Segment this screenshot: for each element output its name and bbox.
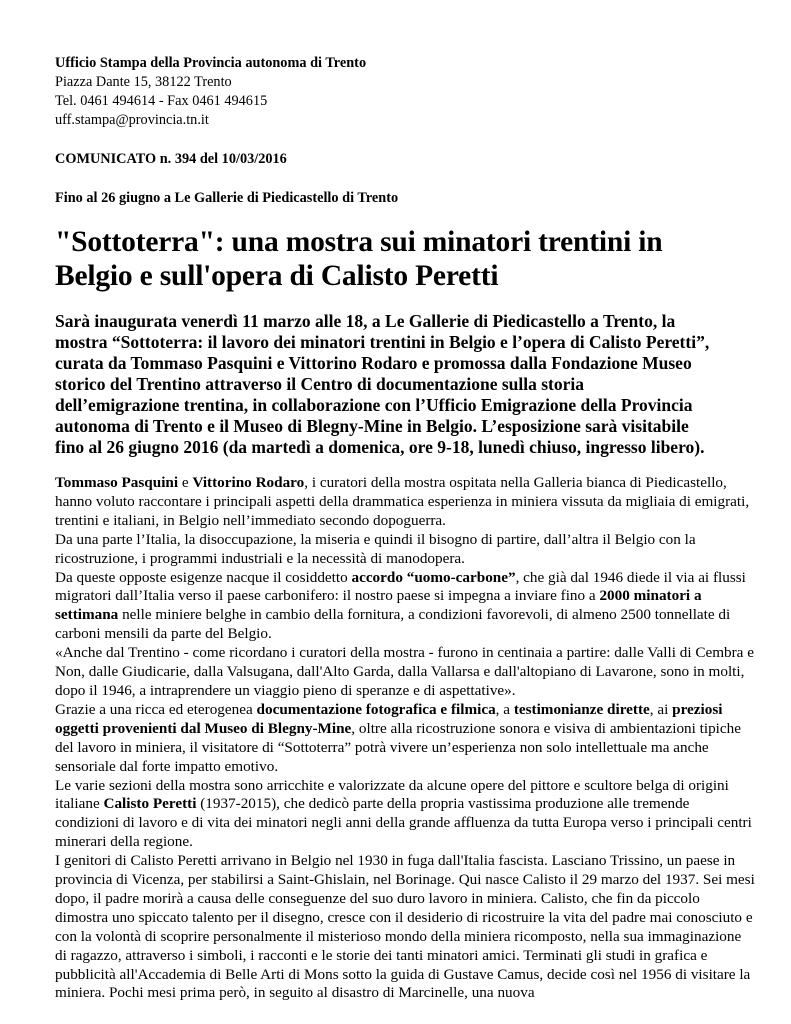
- body-text: , a: [495, 700, 514, 718]
- article-body: [55, 474, 755, 1003]
- body-paragraph: I genitori di Calisto Peretti arrivano in Belgio nel 1930 in fuga dall'Italia fascista. Lasciano Trissino, un paese in provincia di Vicenza, per stabilirsi a Saint-Ghislain, nel Borinage. Qui nasce Calisto il 29 marzo del 1937. Sei mesi dopo, il padre morirà a causa delle conseguenze del suo duro lavoro in miniera. Calisto, che fin da piccolo dimostra uno spiccato talento per il disegno, cresce con il desiderio di ricostruire la vita del padre mai conosciuto e con la volontà di scoprire personalmente il misterioso mondo della miniera ricomposto, nella sua immaginazione di ragazzo, attraverso i simboli, i racconti e le storie dei tanti minatori amici. Terminati gli studi in grafica e pubblicità all'Accademia di Belle Arti di Mons sotto la guida di Gustave Camus, decide così nel 1956 di visitare la miniera. Pochi mesi prima però, in seguito al disastro di Marcinelle, una nuova: [55, 852, 755, 1002]
- artist-name: Calisto Peretti: [103, 795, 197, 813]
- highlight-text: 2000 minatori a settimana: [55, 587, 702, 624]
- communique-number: COMUNICATO n. 394 del 10/03/2016: [55, 151, 287, 167]
- body-text: , ai: [649, 700, 673, 718]
- highlight-text: testimonianze dirette: [513, 700, 650, 718]
- body-paragraph: [55, 569, 755, 645]
- lead-line: storico del Trentino attraverso il Centro di documentazione sulla storia: [55, 374, 585, 394]
- office-address: Piazza Dante 15, 38122 Trento: [55, 74, 232, 90]
- body-paragraph: [55, 701, 755, 777]
- office-name: Ufficio Stampa della Provincia autonoma di Trento: [55, 55, 367, 71]
- curator-name: Vittorino Rodaro: [192, 474, 305, 491]
- lead-line: Sarà inaugurata venerdì 11 marzo alle 18, a Le Gallerie di Piedicastello a Trento, la: [55, 311, 676, 331]
- office-email: uff.stampa@provincia.tn.it: [55, 112, 209, 128]
- highlight-text: preziosi oggetti provenienti dal Museo di Blegny-Mine: [55, 700, 723, 737]
- title-line-2: Belgio e sull'opera di Calisto Peretti: [55, 260, 499, 292]
- lead-line: fino al 26 giugno 2016 (da martedì a domenica, ore 9-18, lunedì chiuso, ingresso libero).: [55, 437, 705, 457]
- lead-line: curata da Tommaso Pasquini e Vittorino Rodaro e promossa dalla Fondazione Museo: [55, 353, 692, 373]
- lead-paragraph: [55, 311, 755, 458]
- body-text: Da queste opposte esigenze nacque il cosiddetto: [55, 568, 352, 586]
- body-text: , i curatori della mostra ospitata nella Galleria bianca di Piedicastello, hanno voluto raccontare i principali aspetti della drammatica esperienza in miniera vissuta da migliaia di emigrati, trentini e italiani, in Belgio nell’immediato secondo dopoguerra.: [55, 474, 750, 529]
- office-phone: Tel. 0461 494614 - Fax 0461 494615: [55, 93, 268, 109]
- body-text: e: [178, 474, 193, 491]
- body-text: Grazie a una ricca ed eterogenea: [55, 700, 257, 718]
- lead-line: dell’emigrazione trentina, in collaborazione con l’Ufficio Emigrazione della Provincia: [55, 395, 693, 415]
- title-line-1: "Sottoterra": una mostra sui minatori trentini in: [55, 226, 663, 258]
- body-paragraph: [55, 777, 755, 853]
- press-release-page: [55, 54, 755, 1003]
- highlight-text: accordo “uomo-carbone”: [351, 568, 516, 586]
- body-paragraph: Da una parte l’Italia, la disoccupazione, la miseria e quindi il bisogno di partire, dall’altra il Belgio con la ricostruzione, i programmi industriali e la necessità di manodopera.: [55, 530, 696, 567]
- body-text: , che già dal 1946 diede il via ai flussi migratori dall’Italia verso il paese carbonifero: il nostro paese si impegna a inviare fino a: [55, 568, 746, 605]
- body-text: Le varie sezioni della mostra sono arricchite e valorizzate da alcune opere del pittore e scultore belga di origini italiane: [55, 776, 729, 813]
- body-paragraph: [55, 474, 755, 531]
- curator-name: Tommaso Pasquini: [55, 474, 179, 491]
- highlight-text: documentazione fotografica e filmica: [256, 700, 496, 718]
- body-text: (1937-2015), che dedicò parte della propria vastissima produzione alle tremende condizioni di lavoro e di vita dei minatori negli anni della grande affluenza da tutta Europa verso i principali centri minerari della regione.: [55, 795, 752, 851]
- body-paragraph: «Anche dal Trentino - come ricordano i curatori della mostra - furono in centinaia a partire: dalle Valli di Cembra e Non, dalle Giudicarie, dalla Valsugana, dall'Alto Garda, dalla Vallarsa e dall'altopiano di Lavarone, sono in molti, dopo il 1946, a intraprendere un viaggio pieno di speranze e di aspettative».: [55, 644, 754, 699]
- subtitle: Fino al 26 giugno a Le Gallerie di Piedicastello di Trento: [55, 190, 399, 206]
- body-text: nelle miniere belghe in cambio della fornitura, a condizioni favorevoli, di almeno 2500 tonnellate di carboni mensili da parte del Belgio.: [55, 606, 731, 643]
- office-header: [55, 54, 745, 130]
- body-text: , oltre alla ricostruzione sonora e visiva di ambientazioni tipiche del lavoro in miniera, il visitatore di “Sottoterra” potrà vivere un’esperienza non solo intellettuale ma anche sensoriale dal forte impatto emotivo.: [55, 719, 741, 775]
- lead-line: mostra “Sottoterra: il lavoro dei minatori trentini in Belgio e l’opera di Calisto Peretti”,: [55, 332, 710, 352]
- lead-line: autonoma di Trento e il Museo di Blegny-Mine in Belgio. L’esposizione sarà visitabile: [55, 416, 689, 436]
- page-title: [55, 225, 745, 293]
